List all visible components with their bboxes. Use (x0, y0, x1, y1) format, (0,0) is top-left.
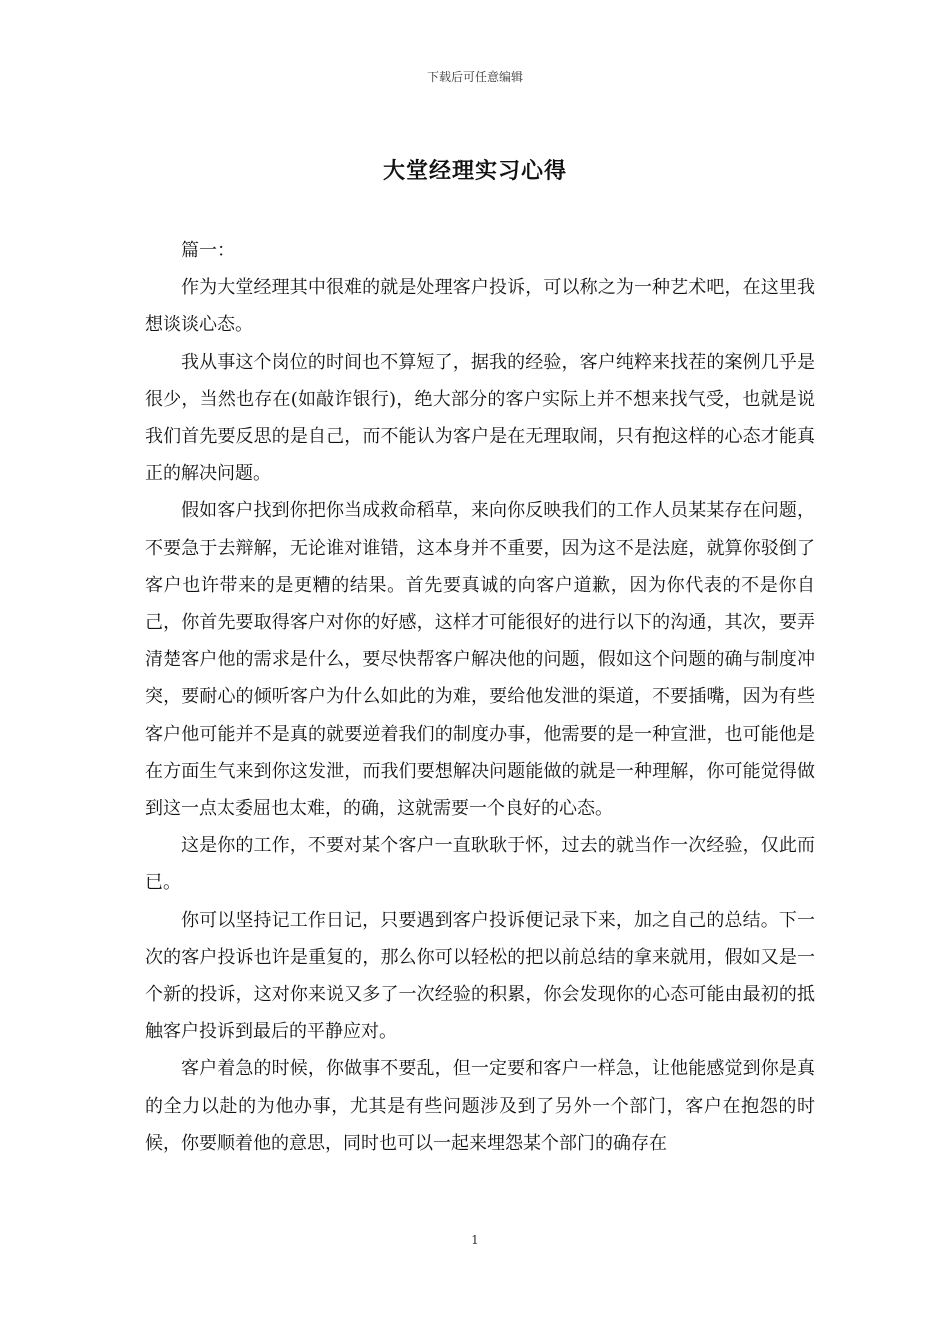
header-note: 下载后可任意编辑 (426, 70, 523, 84)
body-paragraph: 我从事这个岗位的时间也不算短了，据我的经验，客户纯粹来找茬的案例几乎是很少，当然也存在(如敲诈银行)，绝大部分的客户实际上并不想来找气受，也就是说我们首先要反思的是自己，而不能认为客户是在无理取闹，只有抱这样的心态才能真正的解决问题。 (145, 351, 815, 485)
body-paragraph: 这是你的工作，不要对某个客户一直耿耿于怀，过去的就当作一次经验，仅此而已。 (145, 835, 815, 894)
page-number: 1 (471, 1233, 479, 1247)
document-body (145, 232, 815, 1162)
body-paragraph: 你可以坚持记工作日记，只要遇到客户投诉便记录下来，加之自己的总结。下一次的客户投诉也许是重复的，那么你可以轻松的把以前总结的拿来就用，假如又是一个新的投诉，这对你来说又多了一次经验的积累，你会发现你的心态可能由最初的抵触客户投诉到最后的平静应对。 (145, 909, 815, 1043)
body-paragraph: 客户着急的时候，你做事不要乱，但一定要和客户一样急，让他能感觉到你是真的全力以赴的为他办事，尤其是有些问题涉及到了另外一个部门，客户在抱怨的时候，你要顺着他的意思，同时也可以一起来埋怨某个部门的确存在 (145, 1058, 815, 1154)
body-paragraph: 假如客户找到你把你当成救命稻草，来向你反映我们的工作人员某某存在问题，不要急于去辩解，无论谁对谁错，这本身并不重要，因为这不是法庭，就算你驳倒了客户也许带来的是更糟的结果。首先要真诚的向客户道歉，因为你代表的不是你自己，你首先要取得客户对你的好感，这样才可能很好的进行以下的沟通，其次，要弄清楚客户他的需求是什么，要尽快帮客户解决他的问题，假如这个问题的确与制度冲突，要耐心的倾听客户为什么如此的为难，要给他发泄的渠道，不要插嘴，因为有些客户他可能并不是真的就要逆着我们的制度办事，他需要的是一种宣泄，也可能他是在方面生气来到你这发泄，而我们要想解决问题能做的就是一种理解，你可能觉得做到这一点太委屈也太难，的确，这就需要一个良好的心态。 (145, 500, 815, 820)
section-label: 篇一： (181, 240, 235, 261)
document-title: 大堂经理实习心得 (382, 159, 567, 184)
body-paragraph: 作为大堂经理其中很难的就是处理客户投诉，可以称之为一种艺术吧，在这里我想谈谈心态。 (145, 277, 815, 336)
